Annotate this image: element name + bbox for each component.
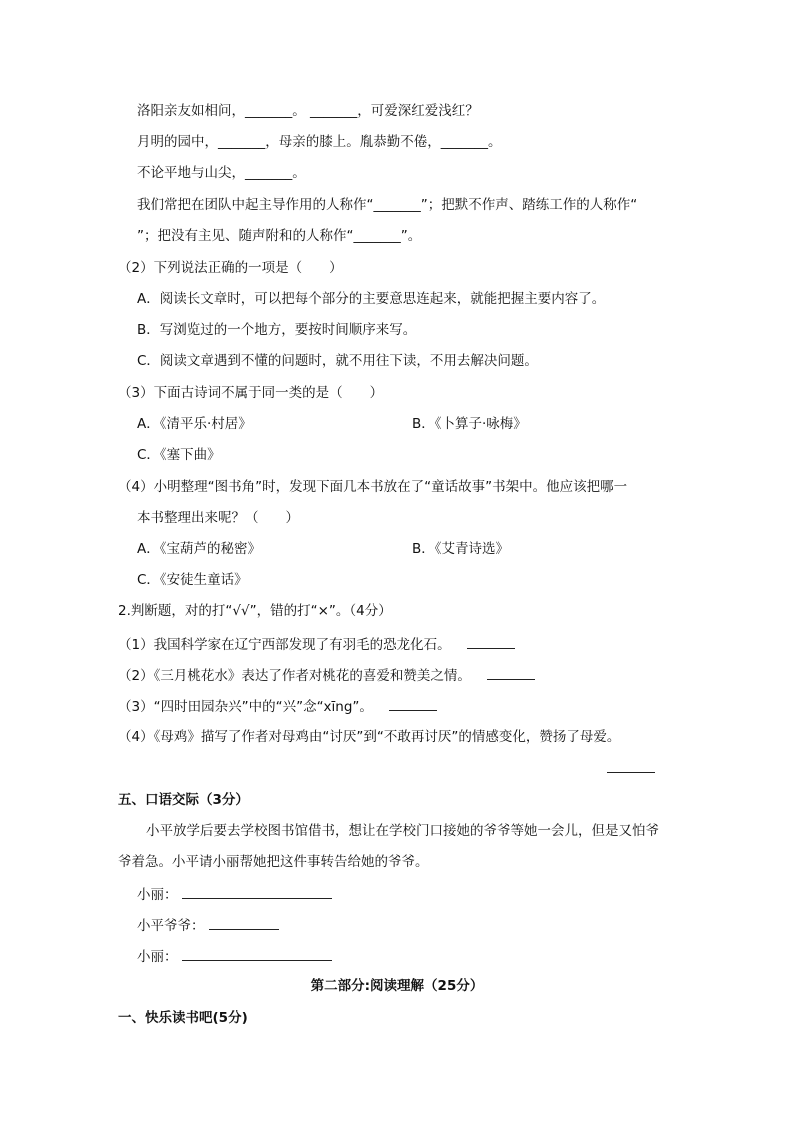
judge-item-1-text: （1）我国科学家在辽宁西部发现了有羽毛的恐龙化石。 [118, 637, 451, 653]
q2-option-b: B．写浏览过的一个地方，要按时间顺序来写。 [137, 322, 417, 338]
oral-paragraph-line1: 小平放学后要去学校图书馆借书，想让在学校门口接她的爷爷等她一会儿，但是又怕爷 [146, 823, 659, 839]
q3-option-a: A．《清平乐·村居》 [137, 416, 252, 432]
speaker-xiaoli-2-label: 小丽： [137, 949, 178, 965]
q4-option-a: A．《宝葫芦的秘密》 [137, 541, 261, 557]
fill-line-1 [137, 101, 479, 121]
q4-option-b: B．《艾青诗选》 [412, 541, 510, 557]
oral-dialog-2 [137, 914, 279, 936]
fill-line-3 [137, 163, 306, 183]
fill-line-2-text: 月明的园中，_______，母亲的膝上。胤恭勤不倦，_______。 [137, 134, 502, 150]
speaker-grandpa-label: 小平爷爷： [137, 918, 205, 934]
judge-item-2 [118, 664, 535, 686]
fill-line-1-text: 洛阳亲友如相问，_______。 _______，可爱深红爱浅红？ [137, 103, 479, 119]
q3-option-b: B．《卜算子·咏梅》 [412, 416, 527, 432]
judge-answer-blank-4[interactable] [607, 772, 655, 773]
judge-answer-blank-3[interactable] [389, 695, 437, 711]
judge-item-1 [118, 633, 515, 655]
judge-item-2-text: （2）《三月桃花水》表达了作者对桃花的喜爱和赞美之情。 [118, 668, 471, 684]
fill-line-3-text: 不论平地与山尖，_______。 [137, 165, 306, 181]
fill-line-4 [137, 195, 637, 215]
q4-option-c: C．《安徒生童话》 [137, 572, 248, 588]
q3-option-c: C．《塞下曲》 [137, 447, 221, 463]
part2-section1-heading: 一、快乐读书吧(5分) [118, 1010, 248, 1026]
fill-line-2 [137, 132, 502, 152]
fill-line-5-text: ”；把没有主见、随声附和的人称作“_______”。 [137, 228, 422, 244]
q2-option-c: C．阅读文章遇到不懂的问题时，就不用往下读，不用去解决问题。 [137, 353, 538, 369]
q4-stem-line1: （4）小明整理“图书角”时，发现下面几本书放在了“童话故事”书架中。他应该把哪一 [118, 479, 628, 495]
fill-line-4-text: 我们常把在团队中起主导作用的人称作“_______”；把默不作声、踏练工作的人称作“ [137, 197, 638, 213]
judge-item-3-text: （3）“四时田园杂兴”中的“兴”念“xīng”。 [118, 699, 373, 715]
part2-title: 第二部分:阅读理解（25分） [310, 978, 484, 994]
q2-option-a: A．阅读长文章时，可以把每个部分的主要意思连起来，就能把握主要内容了。 [137, 291, 606, 307]
oral-paragraph-line2: 爷着急。小平请小丽帮她把这件事转告给她的爷爷。 [118, 854, 429, 870]
speaker-xiaoli-2-answer-line[interactable] [182, 945, 332, 961]
speaker-xiaoli-label: 小丽： [137, 887, 178, 903]
q4-stem-line2: 本书整理出来呢？（ ） [137, 510, 299, 526]
speaker-xiaoli-answer-line[interactable] [182, 883, 332, 899]
judge-item-3 [118, 695, 437, 717]
judge-answer-blank-2[interactable] [487, 664, 535, 680]
speaker-grandpa-answer-line[interactable] [209, 914, 279, 930]
oral-dialog-3 [137, 945, 332, 967]
oral-heading: 五、口语交际（3分） [118, 792, 249, 808]
q2-stem: （2）下列说法正确的一项是（ ） [118, 260, 343, 276]
judge-item-4: （4）《母鸡》描写了作者对母鸡由“讨厌”到“不敢再讨厌”的情感变化，赞扬了母爱。 [118, 729, 621, 745]
judge-title: 2.判断题，对的打“√√”，错的打“×”。（4分） [118, 603, 392, 619]
q3-stem: （3）下面古诗词不属于同一类的是（ ） [118, 385, 384, 401]
judge-answer-blank-1[interactable] [467, 633, 515, 649]
fill-line-5 [137, 226, 421, 246]
oral-dialog-1 [137, 883, 332, 905]
